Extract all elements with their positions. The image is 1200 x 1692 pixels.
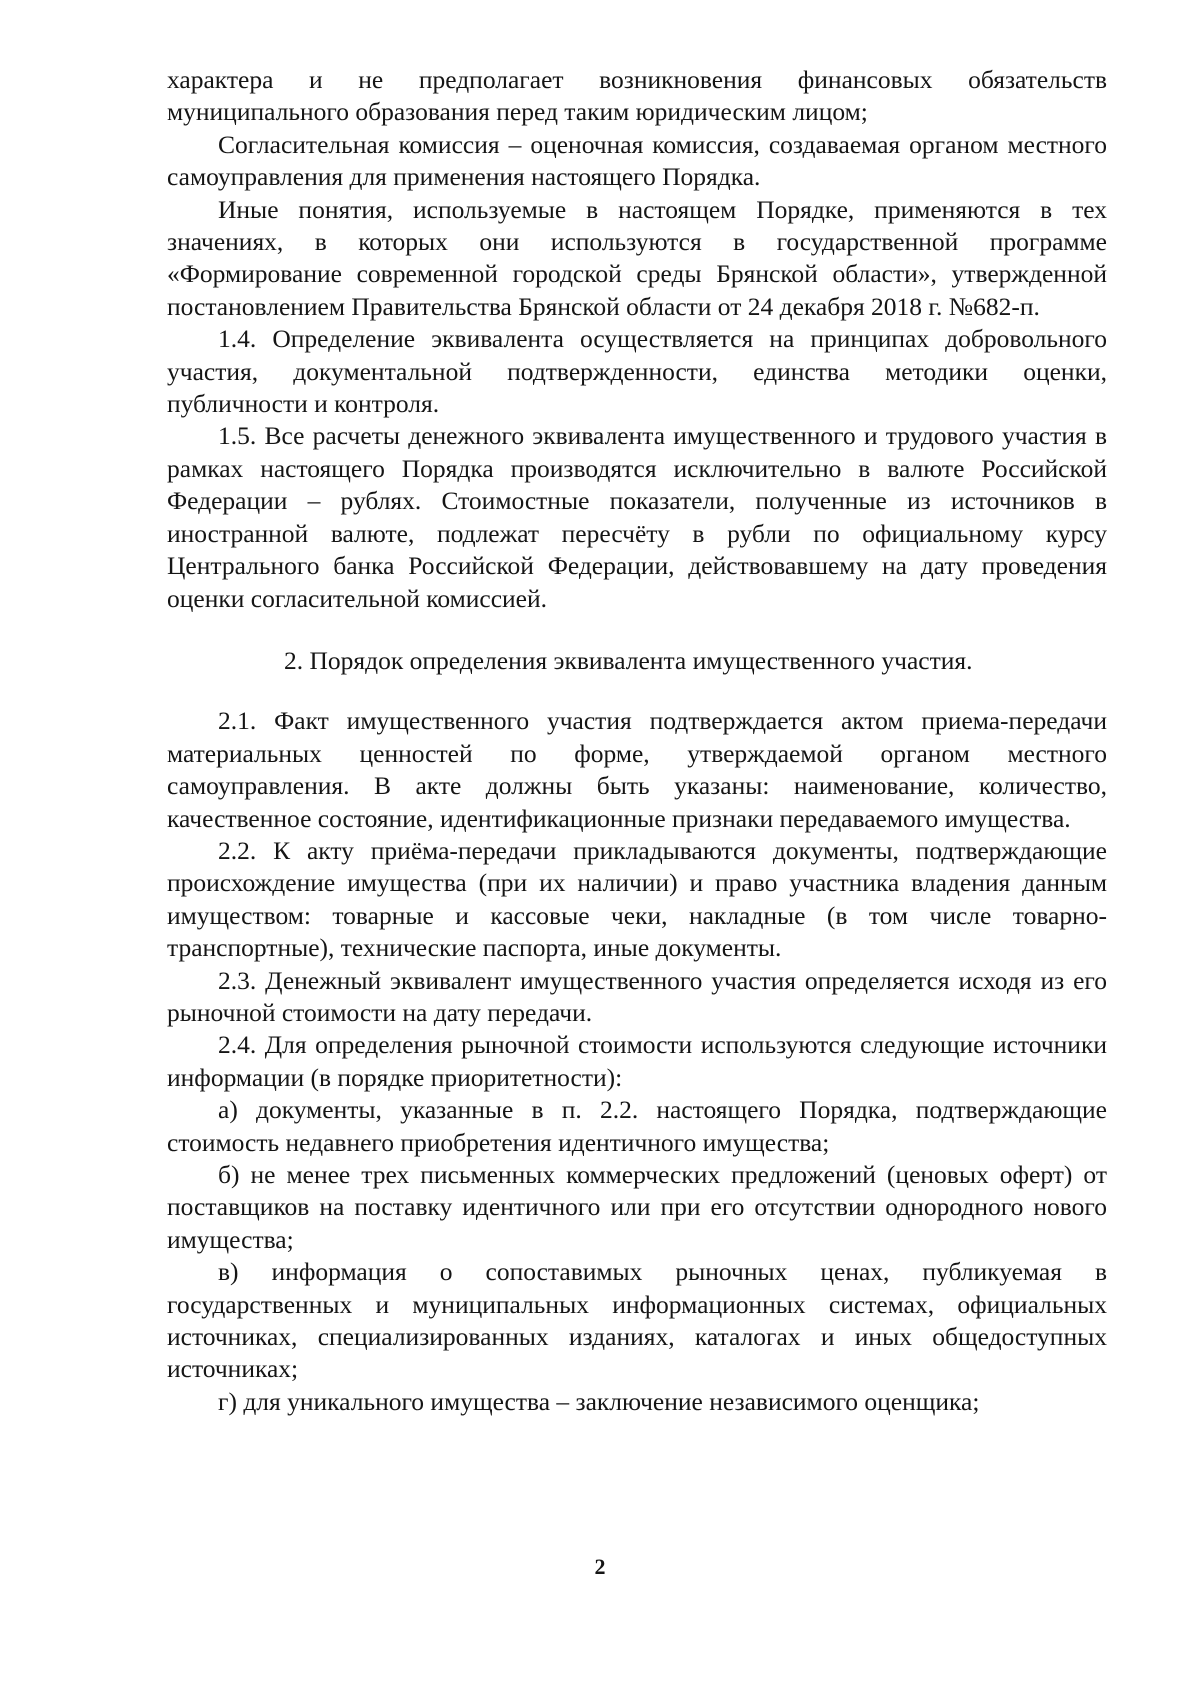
document-body xyxy=(167,64,1107,1418)
list-item-v: в) информация о сопоставимых рыночных ценах, публикуемая в государственных и муниципальных информационных системах, официальных источниках, специализированных изданиях, каталогах и иных общедоступных источниках; xyxy=(167,1257,1107,1384)
list-item-g: г) для уникального имущества – заключение независимого оценщика; xyxy=(218,1386,980,1416)
paragraph-other-terms: Иные понятия, используемые в настоящем Порядке, применяются в тех значениях, в которых они используются в государственной программе «Формирование современной городской среды Брянской области», утвержденной постановлением Правительства Брянской области от 24 декабря 2018 г. №682-п. xyxy=(167,194,1107,321)
paragraph-2-2: 2.2. К акту приёма-передачи прикладываются документы, подтверждающие происхождение имущества (при их наличии) и право участника владения данным имуществом: товарные и кассовые чеки, накладные (в том числе товарно-транспортные), технические паспорта, иные документы. xyxy=(167,835,1107,963)
list-item-b: б) не менее трех письменных коммерческих предложений (ценовых оферт) от поставщиков на поставку идентичного или при его отсутствии однородного нового имущества; xyxy=(167,1160,1107,1254)
paragraph-continuation: характера и не предполагает возникновения финансовых обязательств муниципального образования перед таким юридическим лицом; xyxy=(167,65,1107,127)
paragraph-1-4: 1.4. Определение эквивалента осуществляется на принципах добровольного участия, документальной подтвержденности, единства методики оценки, публичности и контроля. xyxy=(167,324,1107,419)
paragraph-2-3: 2.3. Денежный эквивалент имущественного участия определяется исходя из его рыночной стоимости на дату передачи. xyxy=(167,965,1107,1027)
page-number: 2 xyxy=(594,1554,606,1579)
paragraph-2-1: 2.1. Факт имущественного участия подтверждается актом приема-передачи материальных ценностей по форме, утверждаемой органом местного самоуправления. В акте должны быть указаны: наименование, количество, качественное состояние, идентификационные признаки передаваемого имущества. xyxy=(167,706,1107,833)
section-heading: 2. Порядок определения эквивалента имущественного участия. xyxy=(284,645,973,675)
paragraph-2-4: 2.4. Для определения рыночной стоимости используются следующие источники информации (в порядке приоритетности): xyxy=(167,1030,1107,1092)
paragraph-commission-definition: Согласительная комиссия – оценочная комиссия, создаваемая органом местного самоуправления для применения настоящего Порядка. xyxy=(167,129,1107,192)
list-item-a: а) документы, указанные в п. 2.2. настоящего Порядка, подтверждающие стоимость недавнего приобретения идентичного имущества; xyxy=(167,1095,1107,1157)
paragraph-1-5: 1.5. Все расчеты денежного эквивалента имущественного и трудового участия в рамках настоящего Порядка производятся исключительно в валюте Российской Федерации – рублях. Стоимостные показатели, полученные из источников в иностранной валюте, подлежат пересчёту в рубли по официальному курсу Центрального банка Российской Федерации, действовавшему на дату проведения оценки согласительной комиссией. xyxy=(167,421,1107,613)
